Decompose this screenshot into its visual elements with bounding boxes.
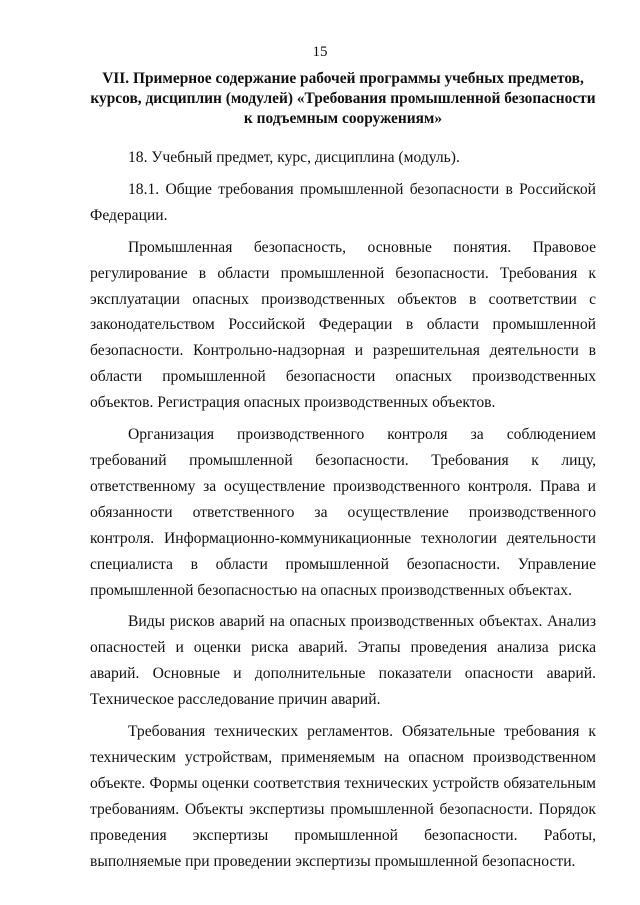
subject-title-paragraph: 18. Учебный предмет, курс, дисциплина (модуль). (128, 149, 460, 166)
section-heading-line-3: к подъемным сооружениям» (243, 110, 443, 127)
body-paragraph: Виды рисков аварий на опасных производственных объектах. Анализ опасностей и оценки риска аварий. Этапы проведения анализа риска аварий. Основные и дополнительные показатели опасности аварий. Техническое расследование причин аварий. (90, 613, 596, 709)
body-paragraph: Требования технических регламентов. Обязательные требования к техническим устройствам, применяемым на опасном производственном объекте. Формы оценки соответствия технических устройств обязательным требованиям. Объекты экспертизы промышленной безопасности. Порядок проведения экспертизы промышленной безопасности. Работы, выполняемые при проведении экспертизы промышленной безопасности. (90, 723, 596, 870)
page-number: 15 (312, 44, 328, 60)
subsection-title-paragraph: 18.1. Общие требования промышленной безопасности в Российской Федерации. (90, 180, 596, 224)
body-paragraph: Промышленная безопасность, основные понятия. Правовое регулирование в области промышленной безопасности. Требования к эксплуатации опасных производственных объектов в соответствии с законодательством Российской Федерации в области промышленной безопасности. Контрольно-надзорная и разрешительная деятельности в области промышленной безопасности опасных производственных объектов. Регистрация опасных производственных объектов. (90, 238, 596, 412)
section-heading-line-1: VII. Примерное содержание рабочей программы учебных предметов, (102, 70, 584, 87)
body-paragraph: Организация производственного контроля за соблюдением требований промышленной безопасности. Требования к лицу, ответственному за осуществление производственного контроля. Права и обязанности ответственного за осуществление производственного контроля. Информационно-коммуникационные технологии деятельности специалиста в области промышленной безопасности. Управление промышленной безопасностью на опасных производственных объектах. (90, 426, 596, 599)
section-heading-line-2: курсов, дисциплин (модулей) «Требования промышленной безопасности (90, 90, 596, 107)
body-text (90, 145, 596, 874)
section-heading (80, 69, 606, 129)
